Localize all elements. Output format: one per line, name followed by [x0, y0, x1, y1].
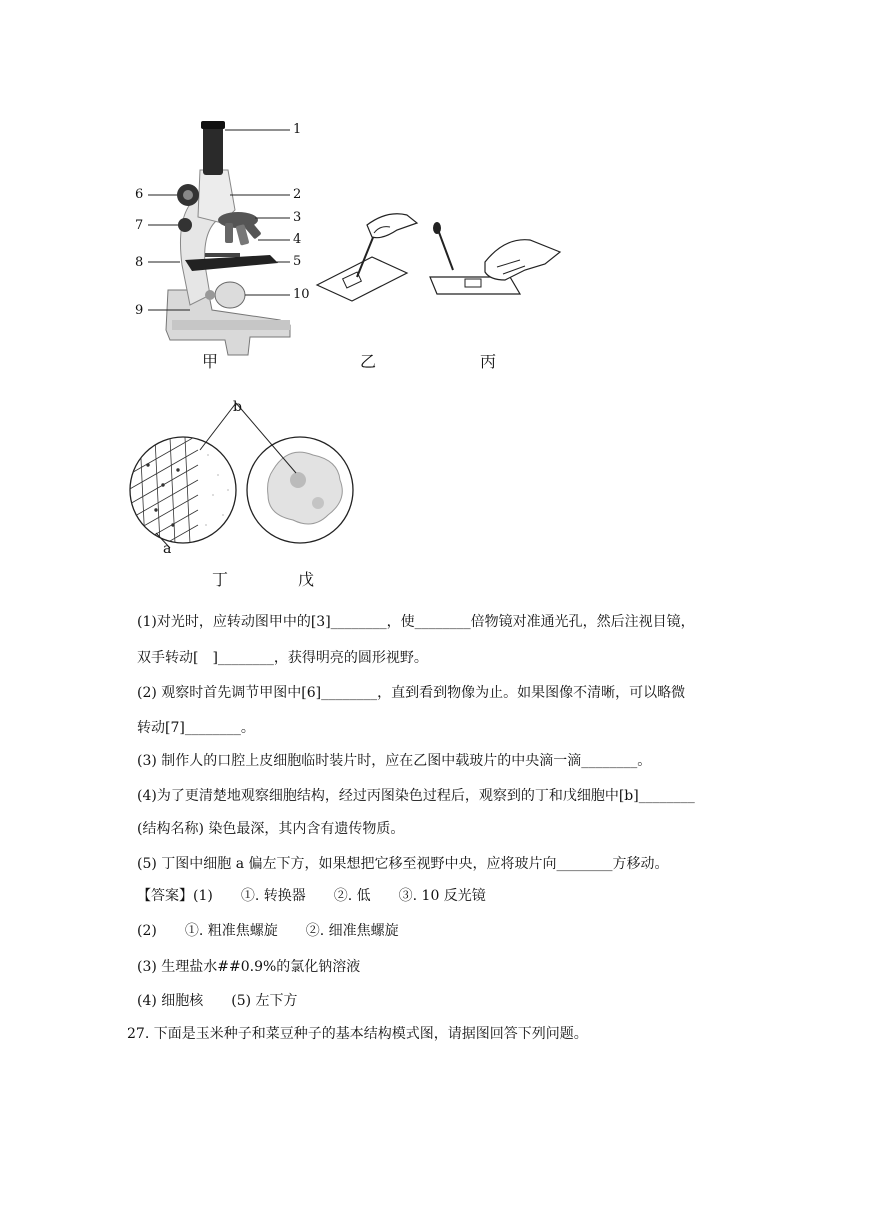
question-4-line-1: (4)为了更清楚地观察细胞结构，经过丙图染色过程后，观察到的丁和戊细胞中[b]________: [137, 788, 695, 804]
label-7: 7: [135, 218, 144, 233]
question-5: (5) 丁图中细胞 a 偏左下方，如果想把它移至视野中央，应将玻片向________方移动。: [137, 856, 669, 872]
label-1: 1: [293, 122, 302, 137]
caption-wu: 戊: [298, 570, 315, 589]
answer-line-1: 【答案】(1) ①. 转换器 ②. 低 ③. 10 反光镜: [137, 888, 486, 904]
question-2-line-2: 转动[7]________。: [137, 720, 255, 736]
question-4-line-2: (结构名称) 染色最深，其内含有遗传物质。: [137, 821, 405, 837]
label-3: 3: [293, 210, 302, 225]
staining-figure: [425, 222, 565, 302]
question-3: (3) 制作人的口腔上皮细胞临时装片时，应在乙图中载玻片的中央滴一滴________。: [137, 753, 652, 769]
answer-line-2: (2) ①. 粗准焦螺旋 ②. 细准焦螺旋: [137, 923, 399, 939]
next-question: 27. 下面是玉米种子和菜豆种子的基本结构模式图，请据图回答下列问题。: [127, 1026, 588, 1042]
caption-bing: 丙: [480, 352, 497, 371]
question-1-line-2: 双手转动[ ]________，获得明亮的圆形视野。: [137, 650, 428, 666]
label-8: 8: [135, 255, 144, 270]
caption-jia: 甲: [202, 352, 219, 371]
label-5: 5: [293, 254, 302, 269]
caption-ding: 丁: [212, 570, 229, 589]
answer-line-3: (3) 生理盐水##0.9%的氯化钠溶液: [137, 959, 361, 975]
question-1-line-1: (1)对光时，应转动图甲中的[3]________，使________倍物镜对准通光孔，然后注视目镜，: [137, 614, 695, 630]
label-6: 6: [135, 187, 144, 202]
label-10: 10: [293, 287, 310, 302]
label-2: 2: [293, 187, 302, 202]
answer-line-4: (4) 细胞核 (5) 左下方: [137, 993, 298, 1009]
label-9: 9: [135, 303, 144, 318]
question-2-line-1: (2) 观察时首先调节甲图中[6]________，直到看到物像为止。如果图像不清晰，可以略微: [137, 685, 686, 701]
cell-label-b: b: [233, 399, 242, 415]
cell-label-a: a: [163, 541, 172, 557]
label-4: 4: [293, 232, 302, 247]
cell-views-figure: [128, 395, 368, 565]
caption-yi: 乙: [360, 352, 377, 371]
microscope-figure: [130, 115, 320, 360]
slide-drop-figure: [312, 205, 422, 305]
